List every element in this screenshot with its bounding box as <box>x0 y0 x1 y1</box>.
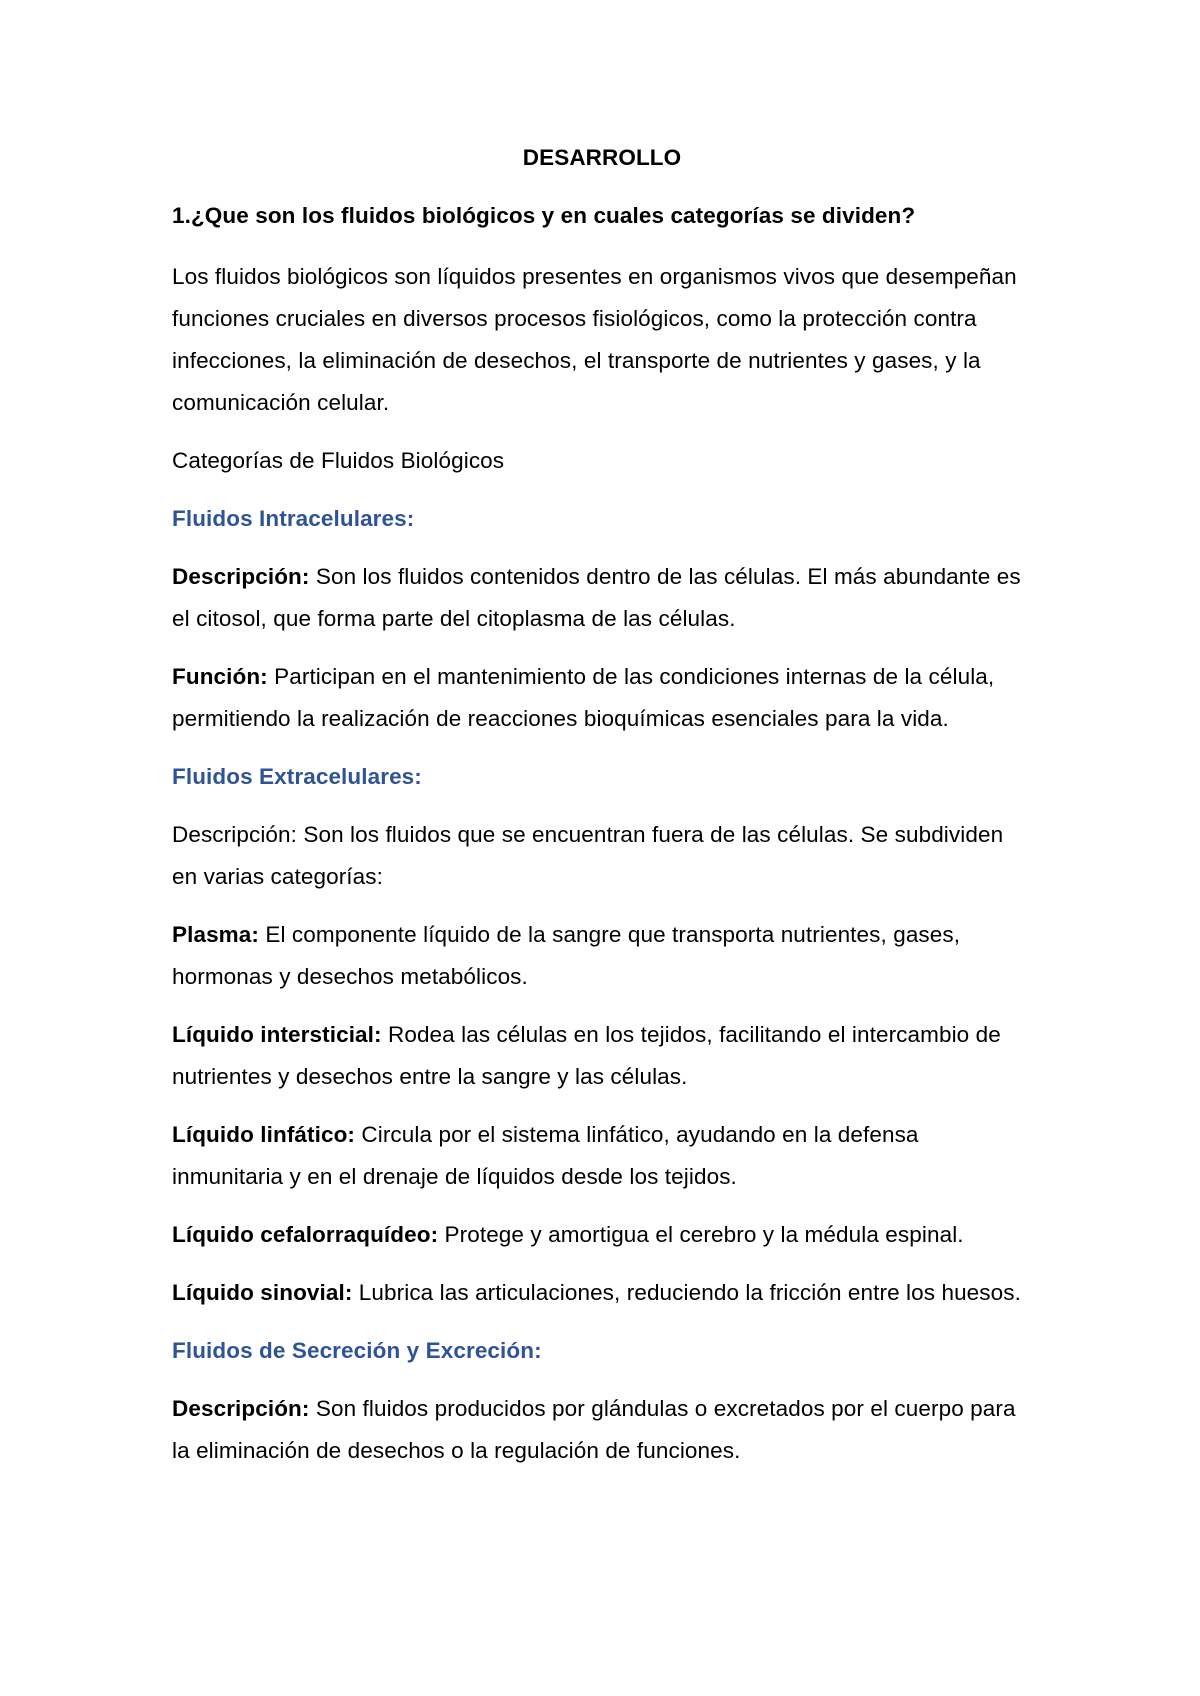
item-text: Circula por el sistema linfático, ayudando en la defensa inmunitaria y en el drenaje de líquidos desde los tejidos. <box>172 1122 919 1189</box>
list-item-cefalorraquideo <box>172 1214 1032 1256</box>
descripcion-label: Descripción: <box>172 1396 310 1421</box>
descripcion-text: Son los fluidos contenidos dentro de las células. El más abundante es el citosol, que forma parte del citoplasma de las células. <box>172 564 1021 631</box>
item-text: El componente líquido de la sangre que transporta nutrientes, gases, hormonas y desechos metabólicos. <box>172 922 961 989</box>
item-label: Líquido cefalorraquídeo: <box>172 1222 439 1247</box>
list-item-linfatico <box>172 1114 1032 1198</box>
funcion-label: Función: <box>172 664 268 689</box>
intro-paragraph: Los fluidos biológicos son líquidos presentes en organismos vivos que desempeñan funciones cruciales en diversos procesos fisiológicos, como la protección contra infecciones, la eliminación de desechos, el transporte de nutrientes y gases, y la comunicación celular. <box>172 264 1017 415</box>
list-item-intersticial <box>172 1014 1032 1098</box>
document-title: DESARROLLO <box>522 145 682 170</box>
list-item-sinovial <box>172 1272 1032 1314</box>
descripcion-label: Descripción: <box>172 564 310 589</box>
intracelulares-funcion <box>172 656 1032 740</box>
item-text: Rodea las células en los tejidos, facilitando el intercambio de nutrientes y desechos entre la sangre y las células. <box>172 1022 1001 1089</box>
list-item-plasma <box>172 914 1032 998</box>
descripcion-text: Son fluidos producidos por glándulas o excretados por el cuerpo para la eliminación de desechos o la regulación de funciones. <box>172 1396 1016 1463</box>
intracelulares-descripcion <box>172 556 1032 640</box>
extracelulares-descripcion: Descripción: Son los fluidos que se encuentran fuera de las células. Se subdividen en varias categorías: <box>172 822 1004 889</box>
item-text: Lubrica las articulaciones, reduciendo la fricción entre los huesos. <box>352 1280 1021 1305</box>
item-label: Líquido sinovial: <box>172 1280 353 1305</box>
section-heading-extracelulares: Fluidos Extracelulares: <box>172 764 422 789</box>
item-label: Líquido intersticial: <box>172 1022 382 1047</box>
question-heading: 1.¿Que son los fluidos biológicos y en cuales categorías se dividen? <box>172 203 916 228</box>
item-text: Protege y amortigua el cerebro y la médula espinal. <box>438 1222 964 1247</box>
section-heading-intracelulares: Fluidos Intracelulares: <box>172 506 415 531</box>
funcion-text: Participan en el mantenimiento de las condiciones internas de la célula, permitiendo la realización de reacciones bioquímicas esenciales para la vida. <box>172 664 995 731</box>
categories-heading: Categorías de Fluidos Biológicos <box>172 448 505 473</box>
section-heading-secrecion: Fluidos de Secreción y Excreción: <box>172 1338 542 1363</box>
item-label: Líquido linfático: <box>172 1122 356 1147</box>
secrecion-descripcion <box>172 1388 1032 1472</box>
document-body <box>172 256 1032 1488</box>
item-label: Plasma: <box>172 922 259 947</box>
